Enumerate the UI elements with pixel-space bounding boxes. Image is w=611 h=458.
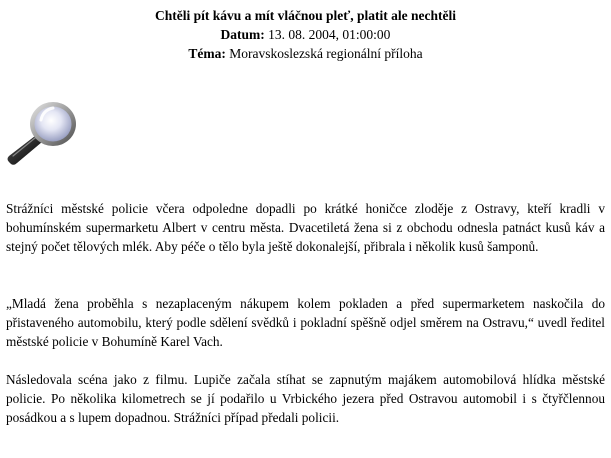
magnifier-icon: [5, 98, 77, 166]
article-body: [6, 199, 605, 427]
date-value: 13. 08. 2004, 01:00:00: [268, 27, 391, 42]
article-paragraph: Následovala scéna jako z filmu. Lupiče začala stíhat se zapnutým majákem automobilová hlídka městské policie. Po několika kilometrech se jí podařilo u Vrbického jezera před Ostravou automobil i s čtyřčlennou posádkou a s lupem dopadnou. Strážníci případ předali policii.: [6, 372, 605, 425]
article-title: Chtěli pít kávu a mít vláčnou pleť, platit ale nechtěli: [154, 8, 457, 23]
article-topic: [0, 44, 611, 63]
topic-value: Moravskoslezská regionální příloha: [229, 46, 423, 61]
article-paragraph: Strážníci městské policie včera odpoledne dopadli po krátké honičce zloděje z Ostravy, kteří kradli v bohumínském supermarketu Albert v centru města. Dvacetiletá žena si z obchodu odnesla patnáct kusů káv a stejný počet tělových mlék. Aby péče o tělo byla ještě dokonalejší, přibrala i několik kusů šamponů.: [6, 201, 605, 254]
article-header: [0, 6, 611, 63]
date-label: Datum:: [220, 27, 265, 42]
article-date: [0, 25, 611, 44]
topic-label: Téma:: [188, 46, 226, 61]
article-paragraph: „Mladá žena proběhla s nezaplaceným nákupem kolem pokladen a před supermarketem naskočila do přistaveného automobilu, který podle sdělení svědků i pokladní spěšně odjel směrem na Ostravu,“ uvedl ředitel městské policie v Bohumíně Karel Vach.: [6, 296, 605, 349]
